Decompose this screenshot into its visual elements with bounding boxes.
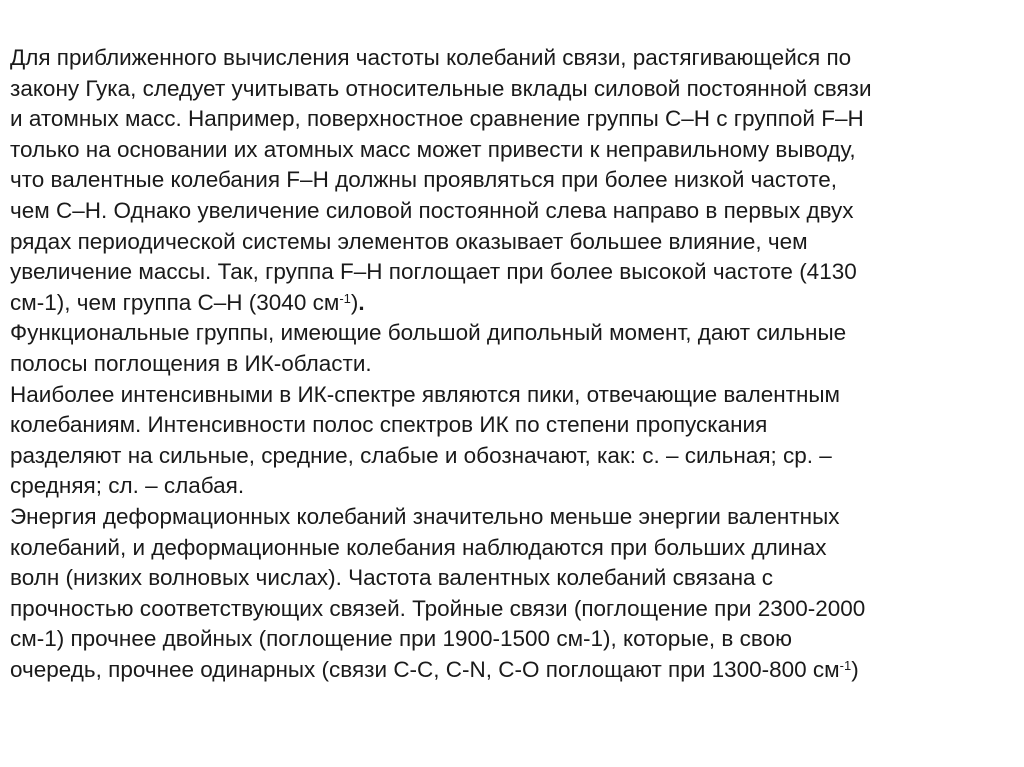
text-line: и атомных масс. Например, поверхностное сравнение группы С–Н с группой F–H	[10, 106, 864, 132]
line-text: см-1), чем группа С–Н (3040 см	[10, 289, 340, 315]
superscript: -1	[839, 657, 852, 673]
text-line	[10, 288, 1014, 319]
line-tail: )	[851, 656, 859, 682]
text-line: волн (низких волновых числах). Частота валентных колебаний связана с	[10, 565, 774, 591]
text-line: полосы поглощения в ИК-области.	[10, 350, 372, 376]
paragraph-intensity	[10, 380, 1014, 502]
text-line: рядах периодической системы элементов оказывает большее влияние, чем	[10, 228, 808, 254]
text-line: закону Гука, следует учитывать относительные вклады силовой постоянной связи	[10, 75, 872, 101]
superscript: -1	[339, 290, 351, 306]
paragraph-deformation	[10, 502, 1014, 686]
text-line: разделяют на сильные, средние, слабые и обозначают, как: с. – сильная; ср. –	[10, 442, 832, 468]
line-dot: .	[358, 289, 365, 315]
text-line: увеличение массы. Так, группа F–H поглощает при более высокой частоте (4130	[10, 259, 857, 285]
text-line: колебаний, и деформационные колебания наблюдаются при больших длинах	[10, 534, 827, 560]
text-line: см-1) прочнее двойных (поглощение при 1900-1500 см-1), которые, в свою	[10, 626, 792, 652]
paragraph-hooke-law	[10, 43, 1014, 318]
line-text: очередь, прочнее одинарных (связи C-C, C-N, C-O поглощают при 1300-800 см	[10, 656, 840, 682]
paragraph-dipole	[10, 318, 1014, 379]
text-line: Энергия деформационных колебаний значительно меньше энергии валентных	[10, 503, 840, 529]
text-line: прочностью соответствующих связей. Тройные связи (поглощение при 2300-2000	[10, 595, 866, 621]
line-tail: )	[350, 289, 359, 315]
text-line: средняя; сл. – слабая.	[10, 473, 245, 499]
text-line: что валентные колебания F–H должны проявляться при более низкой частоте,	[10, 167, 838, 193]
text-line: колебаниям. Интенсивности полос спектров ИК по степени пропускания	[10, 412, 768, 438]
text-line: Функциональные группы, имеющие большой дипольный момент, дают сильные	[10, 320, 847, 346]
text-line: Наиболее интенсивными в ИК-спектре являются пики, отвечающие валентным	[10, 381, 841, 407]
text-line: чем С–Н. Однако увеличение силовой постоянной слева направо в первых двух	[10, 197, 854, 223]
text-line	[10, 655, 1014, 686]
text-block	[10, 43, 1014, 685]
text-line: Для приближенного вычисления частоты колебаний связи, растягивающейся по	[10, 45, 852, 70]
text-line: только на основании их атомных масс может привести к неправильному выводу,	[10, 136, 856, 162]
